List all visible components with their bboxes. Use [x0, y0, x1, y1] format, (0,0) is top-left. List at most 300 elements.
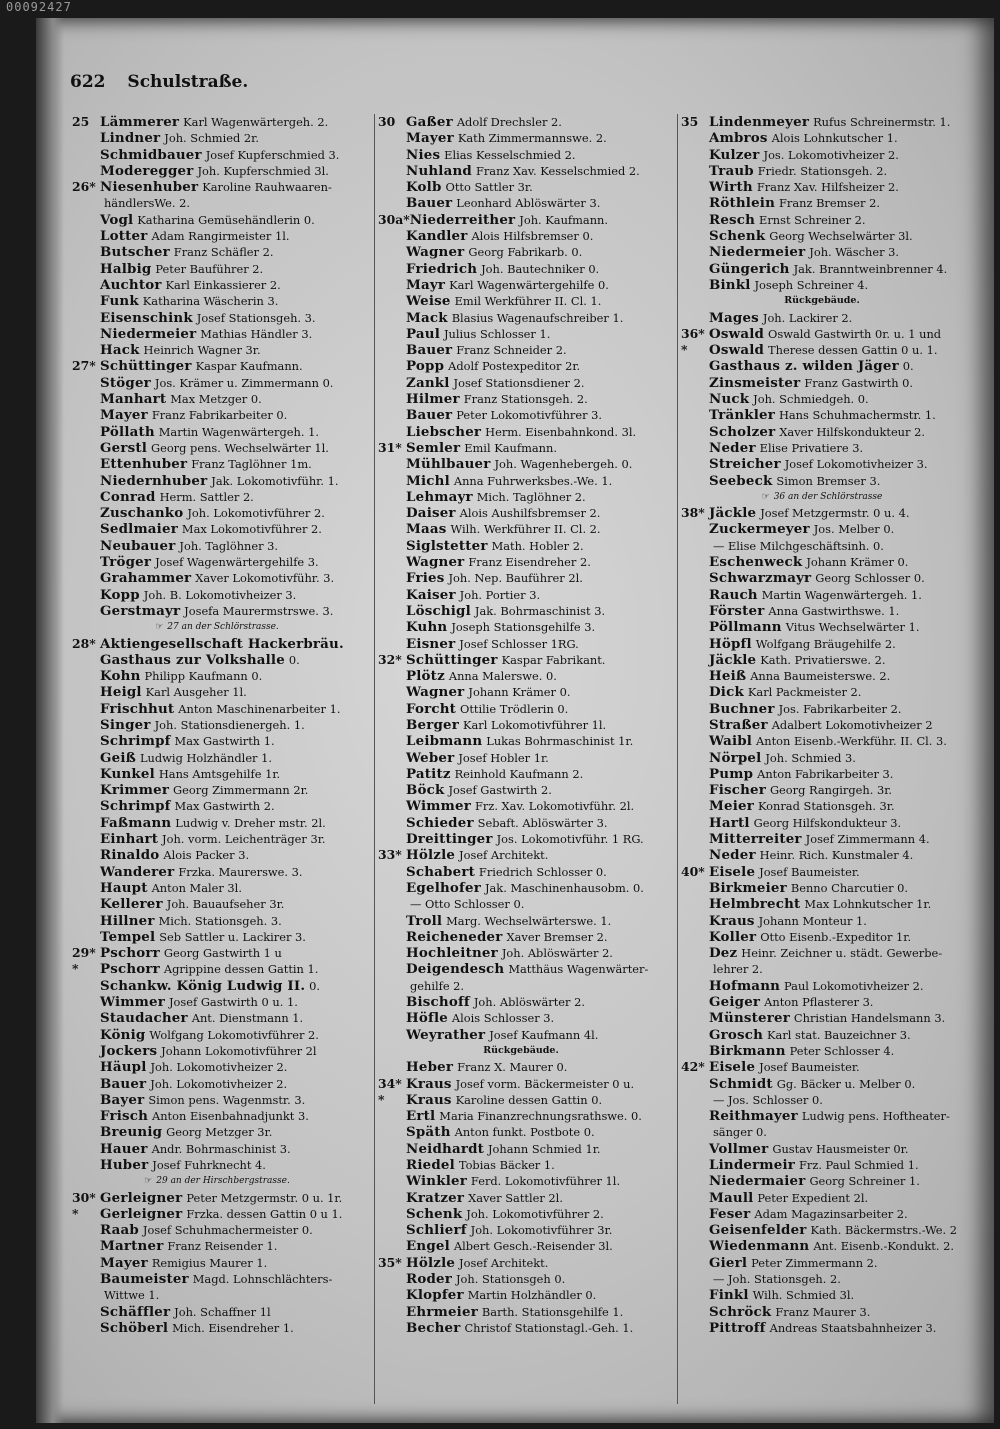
resident-entry	[378, 782, 694, 798]
resident-name: Plötz	[406, 668, 445, 685]
resident-details: Gustav Hausmeister 0r.	[772, 1141, 909, 1156]
resident-entry	[378, 554, 694, 570]
resident-entry	[72, 277, 392, 293]
resident-name: Martner	[100, 1238, 164, 1255]
resident-name: Hillner	[100, 912, 155, 929]
resident-details: — Elise Milchgeschäftsinh. 0.	[712, 538, 884, 553]
resident-details: Josef Gastwirth 0 u. 1.	[168, 995, 298, 1010]
resident-details: Peter Schlosser 4.	[789, 1043, 895, 1058]
directory-page	[36, 18, 994, 1423]
resident-name: Pöllath	[100, 423, 155, 440]
resident-entry	[378, 880, 694, 896]
resident-entry	[681, 815, 993, 831]
resident-entry	[378, 424, 694, 440]
resident-entry	[72, 864, 392, 880]
resident-details: Josef Gastwirth 2.	[448, 783, 552, 798]
resident-entry	[378, 195, 694, 211]
resident-name: Schenk	[709, 228, 766, 245]
resident-details: Agrippine dessen Gattin 1.	[163, 962, 319, 977]
resident-details: Joh. Schmied 2r.	[164, 131, 259, 146]
resident-details: Elise Privatiere 3.	[759, 440, 864, 455]
resident-details: Karl Lokomotivführer 1l.	[462, 717, 607, 732]
resident-details: Wilh. Werkführer II. Cl. 2.	[450, 522, 601, 537]
resident-name: Auchtor	[100, 276, 162, 293]
resident-details: Alois Packer 3.	[163, 848, 250, 863]
resident-details: Joh. Lokomotivführer 2.	[187, 506, 325, 521]
resident-name: Lindenmeyer	[709, 114, 810, 130]
resident-entry	[72, 1271, 392, 1287]
resident-name: Haupt	[100, 879, 148, 896]
resident-entry	[681, 358, 993, 374]
resident-details: Josef Wagenwärtergehilfe 3.	[155, 555, 319, 570]
resident-entry	[681, 326, 993, 342]
resident-entry	[378, 733, 694, 749]
resident-entry	[72, 1157, 392, 1173]
resident-name: Schankw. König Ludwig II.	[100, 977, 306, 994]
resident-details: Jak. Lokomotivführ. 1.	[211, 473, 339, 488]
resident-entry	[72, 521, 392, 537]
resident-details: Rufus Schreinermstr. 1.	[813, 115, 951, 129]
resident-name: Feser	[709, 1205, 751, 1222]
resident-details: Wittwe 1.	[103, 1288, 160, 1303]
resident-entry	[378, 179, 694, 195]
resident-name: Niedernhuber	[100, 472, 208, 489]
resident-entry	[72, 831, 392, 847]
resident-entry	[681, 1157, 993, 1173]
resident-name: Siglstetter	[406, 537, 488, 554]
resident-name: Schöberl	[100, 1319, 169, 1336]
resident-details: Joh. Nep. Bauführer 2l.	[448, 571, 583, 586]
resident-details: Karl Wagenwärtergehilfe 0.	[449, 277, 609, 292]
resident-details: Ernst Schreiner 2.	[759, 212, 866, 227]
resident-entry	[378, 619, 694, 635]
resident-details: Matthäus Wagenwärter-	[508, 962, 649, 977]
resident-entry	[681, 1271, 993, 1287]
resident-name: Mayr	[406, 276, 446, 293]
resident-name: Gasthaus z. wilden Jäger	[709, 358, 899, 375]
resident-entry	[378, 570, 694, 586]
resident-entry	[378, 391, 694, 407]
resident-details: Josefa Maurermstrswe. 3.	[184, 603, 334, 618]
resident-name: Leibmann	[406, 733, 483, 750]
resident-details: Frzka. Maurerswe. 3.	[178, 864, 303, 879]
resident-entry	[72, 1108, 392, 1124]
resident-entry	[378, 489, 694, 505]
resident-name: Popp	[406, 358, 445, 375]
resident-details: Katharina Wäscherin 3.	[142, 294, 279, 309]
resident-entry	[681, 424, 993, 440]
resident-name: Egelhofer	[406, 879, 481, 896]
resident-name: Höpfl	[709, 635, 752, 652]
resident-entry	[72, 326, 392, 342]
resident-entry	[681, 195, 993, 211]
resident-details: Xaver Lokomotivführ. 3.	[195, 571, 335, 586]
note-text: 36 an der Schlörstrasse	[773, 491, 883, 502]
resident-entry	[681, 587, 993, 603]
resident-entry	[72, 310, 392, 326]
resident-details: Maria Finanzrechnungsrathswe. 0.	[439, 1109, 642, 1124]
resident-details: Karl Packmeister 2.	[747, 685, 862, 700]
resident-name: Förster	[709, 602, 765, 619]
resident-name: Binkl	[709, 276, 751, 293]
resident-details: Georg Hilfskondukteur 3.	[753, 815, 902, 830]
resident-details: Joh. Schmied 3.	[765, 750, 856, 765]
resident-name: Ehrmeier	[406, 1303, 478, 1320]
resident-entry	[378, 130, 694, 146]
resident-details: Jos. Krämer u. Zimmermann 0.	[154, 375, 334, 390]
resident-name: Winkler	[406, 1173, 467, 1190]
house-number: 29*	[72, 945, 96, 961]
resident-entry	[378, 1287, 694, 1303]
resident-name: Böck	[406, 782, 445, 799]
resident-details: Max Metzger 0.	[170, 392, 262, 407]
resident-name: Hauer	[100, 1140, 148, 1157]
resident-details: Anton funkt. Postbote 0.	[454, 1125, 595, 1140]
resident-entry	[378, 342, 694, 358]
resident-entry	[378, 1010, 694, 1026]
resident-name: Mages	[709, 309, 759, 326]
resident-name: Vogl	[100, 211, 134, 228]
resident-details: Ludwig Holzhändler 1.	[139, 750, 272, 765]
resident-entry	[378, 521, 694, 537]
resident-name: Wanderer	[100, 863, 175, 880]
resident-name: Scholzer	[709, 423, 776, 440]
resident-name: Paul	[406, 325, 441, 342]
resident-entry	[681, 1043, 993, 1059]
resident-details: Kath. Bäckermstrs.-We. 2	[810, 1223, 957, 1238]
resident-entry	[72, 880, 392, 896]
resident-entry	[378, 603, 694, 619]
resident-entry	[681, 619, 993, 635]
resident-name: Wagner	[406, 684, 465, 701]
scan-id: 00092427	[6, 0, 72, 14]
resident-name: Daiser	[406, 505, 456, 522]
resident-details: Wilh. Schmied 3l.	[752, 1288, 855, 1303]
resident-entry	[681, 847, 993, 863]
resident-details: Magd. Lohnschlächters-	[192, 1272, 333, 1287]
resident-details: Wolfgang Lokomotivführer 2.	[149, 1027, 319, 1042]
resident-name: Lindner	[100, 130, 161, 147]
resident-name: Neder	[709, 439, 756, 456]
resident-entry	[378, 147, 694, 163]
resident-name: Kraus	[406, 1091, 452, 1108]
resident-details: Seb Sattler u. Lackirer 3.	[159, 929, 306, 944]
resident-entry	[681, 701, 993, 717]
resident-name: Kandler	[406, 228, 468, 245]
resident-details: Joh. Bauaufseher 3r.	[166, 897, 285, 912]
resident-details: Adolf Postexpeditor 2r.	[448, 359, 581, 374]
resident-name: Dreittinger	[406, 831, 493, 848]
resident-entry	[378, 668, 694, 684]
resident-details: Jos. Lokomotivführ. 1 RG.	[496, 832, 644, 847]
resident-entry	[72, 750, 392, 766]
resident-entry	[72, 1190, 392, 1206]
resident-name: Geisenfelder	[709, 1222, 807, 1239]
resident-entry	[378, 798, 694, 814]
resident-entry	[681, 1320, 993, 1336]
resident-details: Joh. Wagenhebergeh. 0.	[494, 457, 633, 472]
resident-name: Schlierf	[406, 1222, 467, 1239]
resident-entry	[378, 1157, 694, 1173]
resident-details: Lukas Bohrmaschinist 1r.	[486, 734, 634, 749]
resident-details: Franz Schneider 2.	[456, 343, 567, 358]
resident-entry	[72, 717, 392, 733]
resident-name: Eisele	[709, 1059, 756, 1076]
resident-entry	[681, 407, 993, 423]
resident-name: Schüttinger	[406, 651, 498, 668]
resident-name: Pschorr	[100, 945, 160, 962]
resident-name: Schüttinger	[100, 358, 192, 375]
resident-entry	[72, 179, 392, 195]
resident-details: — Joh. Stationsgeh. 2.	[712, 1272, 841, 1287]
resident-details: Joh. Lokomotivheizer 2.	[150, 1060, 288, 1075]
resident-name: Dick	[709, 684, 744, 701]
resident-entry	[378, 326, 694, 342]
resident-entry	[378, 277, 694, 293]
resident-name: Kohn	[100, 668, 141, 685]
resident-details: lehrer 2.	[712, 962, 763, 977]
resident-entry	[72, 456, 392, 472]
resident-details: Joh. Bautechniker 0.	[481, 261, 600, 276]
resident-entry	[378, 864, 694, 880]
resident-entry	[72, 1238, 392, 1254]
resident-entry	[681, 1173, 993, 1189]
resident-details: Joh. Lokomotivführer 2.	[466, 1206, 604, 1221]
resident-entry	[681, 179, 993, 195]
resident-entry	[681, 798, 993, 814]
resident-details: — Otto Schlosser 0.	[409, 897, 525, 912]
resident-entry	[72, 407, 392, 423]
resident-entry	[378, 847, 694, 863]
resident-name: Kopp	[100, 586, 140, 603]
resident-details: Kaspar Fabrikant.	[501, 652, 606, 667]
resident-name: Kratzer	[406, 1189, 465, 1206]
resident-name: Friedrich	[406, 260, 478, 277]
resident-name: Schrimpf	[100, 798, 171, 815]
resident-name: Funk	[100, 293, 139, 310]
resident-details: Reinhold Kaufmann 2.	[454, 766, 584, 781]
resident-details: Anna Fuhrwerksbes.-We. 1.	[453, 473, 613, 488]
resident-details: Herm. Eisenbahnkond. 3l.	[485, 424, 637, 439]
resident-name: Niedermaier	[709, 1173, 806, 1190]
resident-details: Georg Rangirgeh. 3r.	[769, 783, 893, 798]
resident-details: Franz X. Maurer 0.	[457, 1060, 568, 1075]
resident-entry	[681, 652, 993, 668]
resident-name: Hack	[100, 342, 140, 359]
resident-entry	[378, 1271, 694, 1287]
resident-name: Häupl	[100, 1059, 147, 1076]
resident-name: Ertl	[406, 1108, 436, 1125]
resident-details: Josef Kaufmann 4l.	[489, 1027, 599, 1042]
resident-entry	[72, 228, 392, 244]
resident-entry	[72, 782, 392, 798]
resident-details: 0.	[309, 978, 321, 993]
resident-details: Peter Bauführer 2.	[155, 261, 264, 276]
house-number: 30*	[72, 1189, 96, 1205]
resident-entry	[72, 570, 392, 586]
resident-name: Gasthaus zur Volkshalle	[100, 651, 285, 668]
resident-entry	[72, 424, 392, 440]
resident-entry	[72, 1141, 392, 1157]
resident-details: Wolfgang Bräugehilfe 2.	[755, 636, 896, 651]
resident-entry	[378, 244, 694, 260]
resident-name: Troll	[406, 912, 443, 929]
resident-details: Franz Maurer 3.	[775, 1304, 871, 1319]
resident-details: Jos. Melber 0.	[813, 522, 895, 537]
resident-name: Birkmeier	[709, 879, 787, 896]
resident-details: Mathias Händler 3.	[200, 326, 313, 341]
resident-name: Mitterreiter	[709, 831, 802, 848]
resident-entry	[378, 456, 694, 472]
resident-name: Raab	[100, 1222, 139, 1239]
column-1	[72, 114, 392, 1336]
resident-entry	[72, 636, 392, 652]
resident-name: Heigl	[100, 684, 142, 701]
resident-entry	[72, 978, 392, 994]
resident-entry	[378, 978, 694, 994]
resident-details: Julius Schlosser 1.	[443, 326, 551, 341]
resident-details: Mich. Eisendreher 1.	[172, 1320, 294, 1335]
resident-details: Franz Reisender 1.	[167, 1239, 278, 1254]
resident-details: Karl Wagenwärtergeh. 2.	[183, 115, 329, 129]
column-3	[681, 114, 993, 1336]
resident-entry	[681, 961, 993, 977]
resident-details: Therese dessen Gattin 0 u. 1.	[768, 343, 938, 358]
resident-details: Konrad Stationsgeh. 3r.	[757, 799, 895, 814]
resident-details: Josef Lokomotivheizer 3.	[784, 457, 928, 472]
resident-name: Kraus	[406, 1075, 452, 1092]
resident-entry	[378, 261, 694, 277]
resident-name: Rinaldo	[100, 847, 160, 864]
resident-entry	[378, 1238, 694, 1254]
house-number: 35*	[378, 1254, 402, 1270]
resident-details: Josef Schlosser 1RG.	[459, 636, 579, 651]
resident-name: Eisele	[709, 863, 756, 880]
resident-entry	[72, 1010, 392, 1026]
resident-name: Hartl	[709, 814, 750, 831]
resident-details: Friedr. Stationsgeh. 2.	[757, 163, 888, 178]
resident-entry	[681, 261, 993, 277]
resident-name: Singer	[100, 716, 151, 733]
resident-entry	[378, 1222, 694, 1238]
resident-entry	[72, 587, 392, 603]
resident-entry	[378, 1141, 694, 1157]
resident-entry	[681, 864, 993, 880]
house-number: 31*	[378, 439, 402, 455]
resident-entry	[681, 310, 993, 326]
resident-entry	[378, 1206, 694, 1222]
resident-entry	[681, 733, 993, 749]
resident-name: Klopfer	[406, 1287, 464, 1304]
resident-details: Kath. Privatierswe. 2.	[760, 652, 886, 667]
resident-entry	[72, 1043, 392, 1059]
resident-details: Otto Eisenb.-Expeditor 1r.	[760, 929, 912, 944]
resident-name: Conrad	[100, 488, 156, 505]
resident-name: Gaßer	[406, 114, 453, 130]
resident-details: Joh. Lokomotivführer 3r.	[470, 1223, 613, 1238]
resident-name: Forcht	[406, 700, 457, 717]
resident-entry	[681, 1076, 993, 1092]
resident-details: Adolf Drechsler 2.	[456, 115, 562, 129]
resident-name: Rauch	[709, 586, 758, 603]
resident-name: Schmidbauer	[100, 146, 202, 163]
resident-entry	[72, 489, 392, 505]
resident-name: Eschenweck	[709, 554, 803, 571]
resident-name: Tempel	[100, 928, 156, 945]
resident-name: Löschigl	[406, 602, 471, 619]
resident-details: Anna Baumeisterswe. 2.	[750, 669, 891, 684]
resident-name: Weyrather	[406, 1026, 486, 1043]
resident-details: Christian Handelsmann 3.	[793, 1011, 946, 1026]
resident-name: Mayer	[406, 130, 454, 147]
resident-details: Joh. Schmiedgeh. 0.	[753, 392, 869, 407]
resident-name: Wagner	[406, 554, 465, 571]
resident-entry	[378, 1108, 694, 1124]
resident-name: Mayer	[100, 1254, 148, 1271]
resident-name: Hölzle	[406, 847, 456, 864]
resident-details: Joh. Lokomotivheizer 2.	[150, 1076, 288, 1091]
resident-details: 0.	[902, 359, 914, 374]
resident-name: Aktiengesellschaft Hackerbräu.	[100, 635, 344, 652]
resident-entry	[681, 391, 993, 407]
house-number: 25	[72, 114, 90, 129]
resident-entry	[378, 1059, 694, 1075]
house-number: 30	[378, 114, 396, 129]
resident-name: Vollmer	[709, 1140, 769, 1157]
resident-entry	[72, 1124, 392, 1140]
resident-entry	[72, 342, 392, 358]
resident-details: Andr. Bohrmaschinist 3.	[151, 1141, 291, 1156]
resident-details: Martin Wagenwärtergeh. 1.	[158, 424, 319, 439]
resident-entry	[72, 293, 392, 309]
resident-name: Schieder	[406, 814, 474, 831]
resident-name: Meier	[709, 798, 755, 815]
resident-name: Kaiser	[406, 586, 456, 603]
resident-details: Franz Schäfler 2.	[173, 245, 274, 260]
resident-entry	[681, 1059, 993, 1075]
resident-name: Becher	[406, 1319, 461, 1336]
resident-entry	[681, 1255, 993, 1271]
resident-details: Mich. Taglöhner 2.	[476, 489, 586, 504]
resident-entry	[72, 391, 392, 407]
resident-name: Bauer	[406, 195, 453, 212]
resident-name: Schröck	[709, 1303, 772, 1320]
resident-name: Butscher	[100, 244, 170, 261]
resident-name: Grahammer	[100, 570, 192, 587]
resident-name: Bayer	[100, 1091, 145, 1108]
resident-name: Hofmann	[709, 977, 781, 994]
resident-details: Anton Fabrikarbeiter 3.	[757, 766, 894, 781]
resident-details: Georg pens. Wechselwärter 1l.	[150, 440, 329, 455]
resident-entry	[378, 505, 694, 521]
resident-details: Josef Stationsdiener 2.	[453, 375, 585, 390]
resident-details: Joh. Portier 3.	[459, 587, 541, 602]
resident-entry	[378, 1173, 694, 1189]
resident-entry	[681, 114, 993, 130]
resident-details: Max Lokomotivführer 2.	[181, 522, 322, 537]
resident-entry	[378, 1304, 694, 1320]
resident-name: Hochleitner	[406, 945, 498, 962]
resident-details: Anna Gastwirthswe. 1.	[768, 603, 900, 618]
resident-details: händlersWe. 2.	[103, 196, 191, 211]
resident-details: Paul Lokomotivheizer 2.	[784, 978, 924, 993]
resident-name: Frisch	[100, 1108, 149, 1125]
resident-details: Anton Eisenb.-Werkführ. II. Cl. 3.	[756, 734, 947, 749]
resident-details: Franz Fabrikarbeiter 0.	[151, 408, 288, 423]
resident-details: Joh. Wäscher 3.	[809, 245, 900, 260]
resident-details: Math. Hobler 2.	[491, 538, 584, 553]
resident-entry	[378, 1255, 694, 1271]
